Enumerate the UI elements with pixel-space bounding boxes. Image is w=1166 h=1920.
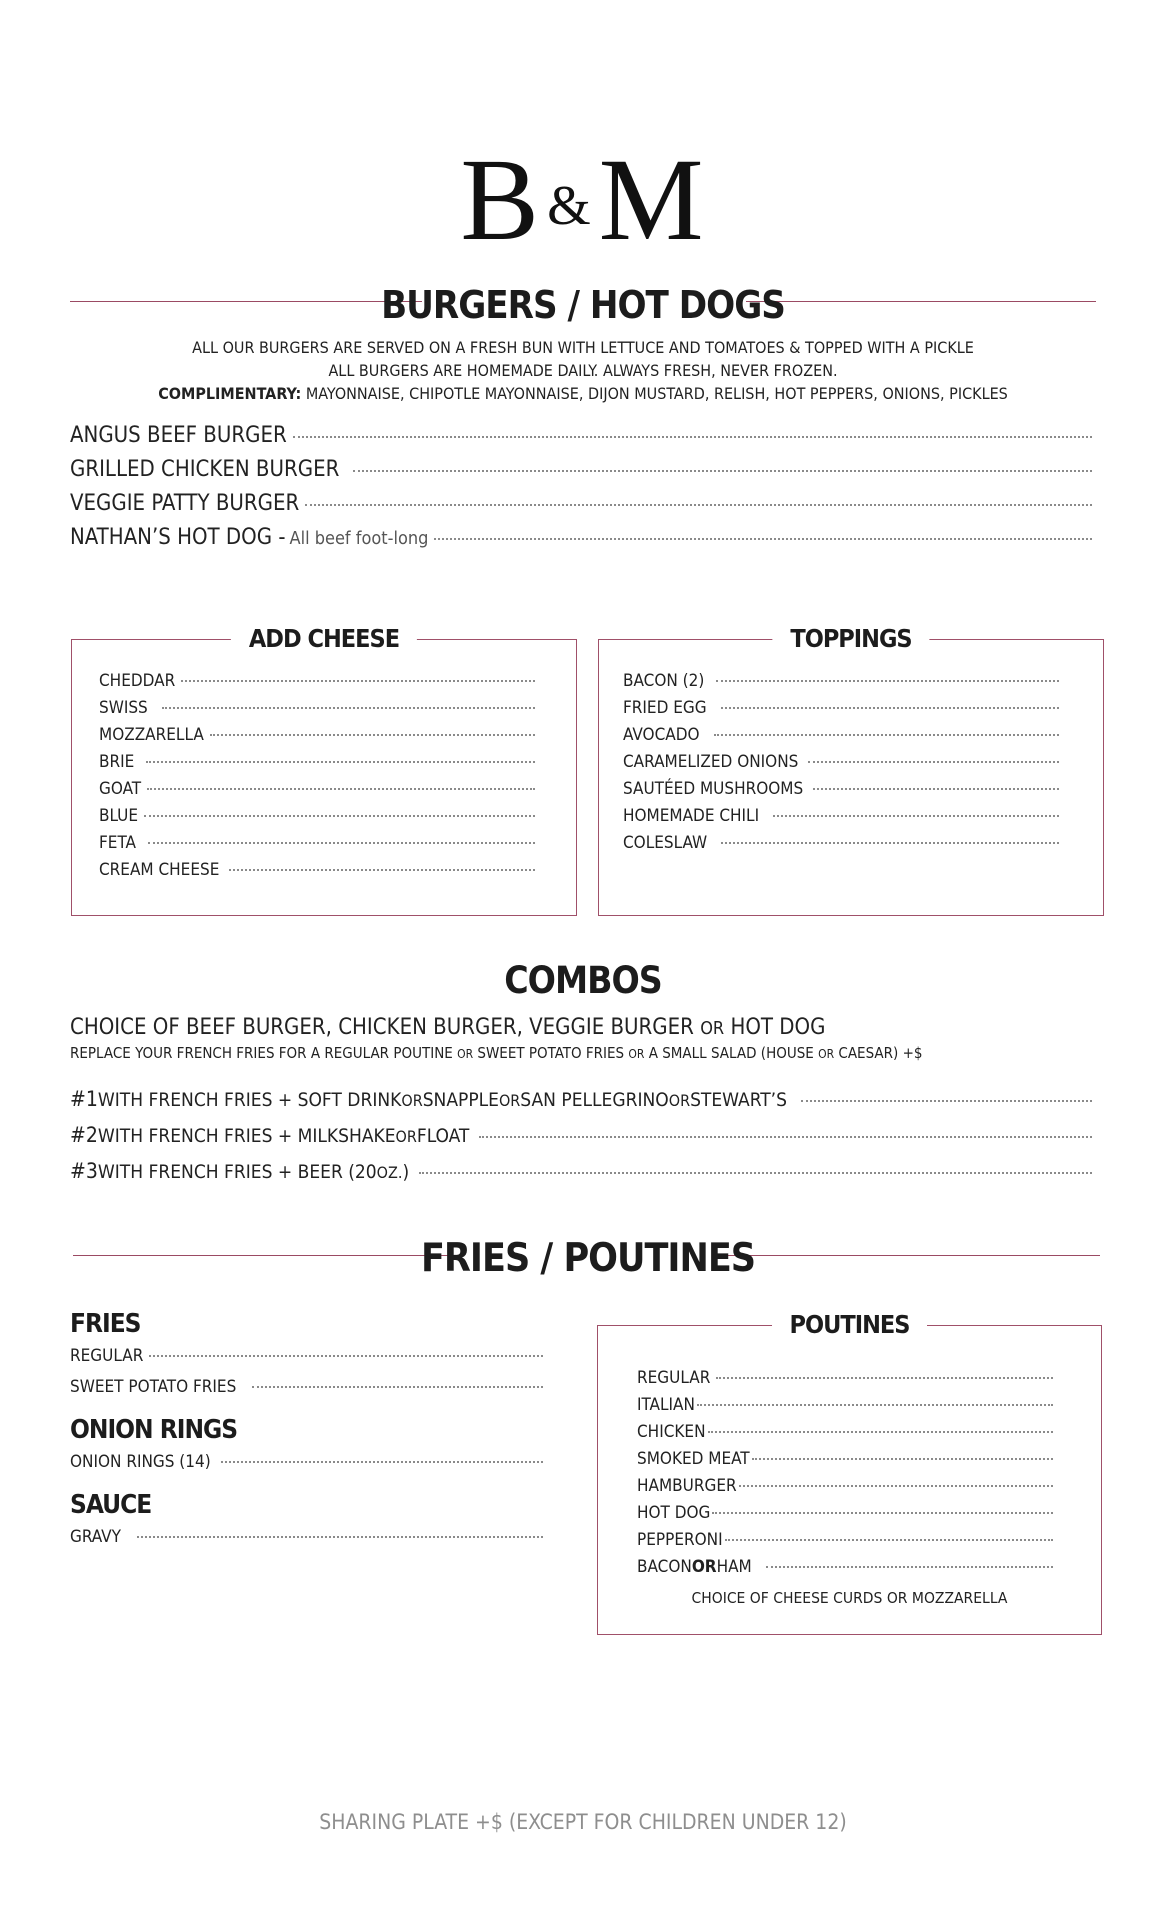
choice-text: HOT DOG: [724, 1015, 826, 1040]
list-item: [623, 776, 1059, 803]
dot-leader: [739, 1485, 1053, 1487]
or-text: OR: [668, 1091, 691, 1110]
item-name: ANGUS BEEF BURGER: [70, 423, 287, 448]
onion-rings-title: ONION RINGS: [70, 1415, 238, 1445]
burgers-complimentary: [0, 382, 1166, 405]
combo-text: FLOAT: [416, 1125, 470, 1147]
list-item: [70, 1118, 1092, 1154]
dot-leader: [752, 1458, 1053, 1460]
burgers-note-1: ALL OUR BURGERS ARE SERVED ON A FRESH BUN WITH LETTUCE AND TOMATOES & TOPPED WITH A PICKLE: [192, 338, 974, 357]
list-item: [70, 453, 1092, 487]
section-title-combos: COMBOS: [504, 959, 662, 1002]
burger-list: [70, 419, 1092, 556]
dot-leader: [144, 815, 535, 817]
list-item: [637, 1527, 1053, 1554]
dot-leader: [146, 761, 535, 763]
list-item: [70, 1082, 1092, 1118]
item-name: HAM: [716, 1557, 752, 1577]
item-name: FETA: [99, 833, 136, 853]
fries-title: FRIES: [70, 1309, 141, 1339]
or-text: OR: [498, 1091, 521, 1110]
complimentary-label: COMPLIMENTARY:: [158, 384, 302, 403]
item-name: CARAMELIZED ONIONS: [623, 752, 799, 772]
add-cheese-box: [71, 624, 577, 916]
section-title-burgers: BURGERS / HOT DOGS: [381, 283, 785, 327]
item-name: HAMBURGER: [637, 1476, 737, 1496]
or-text: OR: [700, 1018, 725, 1039]
list-item: [99, 830, 535, 857]
list-item: [70, 1372, 543, 1403]
item-name: REGULAR: [637, 1368, 711, 1388]
dot-leader: [708, 1431, 1053, 1433]
dot-leader: [714, 734, 1059, 736]
dot-leader: [293, 436, 1092, 438]
dot-leader: [479, 1136, 1092, 1138]
dot-leader: [149, 1355, 543, 1357]
list-item: [99, 803, 535, 830]
combo-text: SAN PELLEGRINO: [520, 1089, 669, 1111]
dot-leader: [697, 1404, 1053, 1406]
dot-leader: [716, 1377, 1053, 1379]
dot-leader: [137, 1536, 543, 1538]
list-item: [99, 722, 535, 749]
combos-choice: [70, 1014, 1100, 1043]
list-item: [70, 1341, 543, 1372]
list-item: [99, 776, 535, 803]
note-text: CAESAR) +$: [834, 1044, 923, 1062]
dot-leader: [712, 1512, 1053, 1514]
list-item: [623, 803, 1059, 830]
item-name: BACON: [637, 1557, 692, 1577]
burgers-notes: [0, 336, 1166, 405]
note-text: A SMALL SALAD (HOUSE: [644, 1044, 819, 1062]
poutines-title: POUTINES: [772, 1308, 928, 1342]
combo-text: STEWART’S: [690, 1089, 787, 1111]
dot-leader: [252, 1386, 543, 1388]
combo-text: WITH FRENCH FRIES + SOFT DRINK: [97, 1089, 402, 1111]
list-item: [637, 1446, 1053, 1473]
item-name: MOZZARELLA: [99, 725, 204, 745]
item-name: CHICKEN: [637, 1422, 706, 1442]
combo-number: #1: [70, 1087, 98, 1111]
item-name: SAUTÉED MUSHROOMS: [623, 779, 804, 799]
dot-leader: [147, 788, 535, 790]
item-name: CREAM CHEESE: [99, 860, 220, 880]
list-item: [623, 668, 1059, 695]
item-name: HOT DOG: [637, 1503, 711, 1523]
combo-list: [70, 1082, 1092, 1190]
item-description: All beef foot-long: [289, 528, 429, 549]
item-name: VEGGIE PATTY BURGER: [70, 491, 300, 516]
item-name: PEPPERONI: [637, 1530, 723, 1550]
item-name: REGULAR: [70, 1346, 144, 1366]
item-name: ONION RINGS (14): [70, 1452, 211, 1472]
list-item: [70, 521, 1092, 556]
or-text: OR: [395, 1127, 417, 1146]
or-text: OR: [628, 1047, 645, 1061]
combo-number: #3: [70, 1159, 98, 1183]
poutines-box: [597, 1310, 1102, 1635]
list-item: [99, 695, 535, 722]
dot-leader: [808, 761, 1059, 763]
list-item: [637, 1473, 1053, 1500]
item-name: AVOCADO: [623, 725, 700, 745]
or-text: OR: [457, 1047, 474, 1061]
dot-leader: [305, 504, 1092, 506]
list-item: [623, 722, 1059, 749]
dot-leader: [148, 842, 535, 844]
combos-replace-note: [70, 1042, 1100, 1065]
or-text: OR: [818, 1047, 835, 1061]
list-item: [70, 487, 1092, 521]
list-item: [70, 1447, 543, 1478]
choice-text: CHOICE OF BEEF BURGER, CHICKEN BURGER, VEGGIE BURGER: [70, 1015, 701, 1040]
dot-leader: [221, 1461, 543, 1463]
dot-leader: [801, 1100, 1092, 1102]
combo-text: WITH FRENCH FRIES + BEER (20: [97, 1161, 377, 1183]
item-name: HOMEMADE CHILI: [623, 806, 760, 826]
list-item: [623, 830, 1059, 857]
list-item: [70, 419, 1092, 453]
dot-leader: [721, 707, 1059, 709]
dot-leader: [229, 869, 535, 871]
item-name: BACON (2): [623, 671, 705, 691]
logo-letter-m: M: [598, 134, 706, 265]
sauce-title: SAUCE: [70, 1490, 152, 1520]
toppings-list: [623, 668, 1059, 857]
or-text: OR: [401, 1091, 423, 1110]
dot-leader: [419, 1172, 1092, 1174]
note-text: SWEET POTATO FRIES: [473, 1044, 629, 1062]
section-title-fries-poutines: FRIES / POUTINES: [420, 1236, 756, 1281]
add-cheese-title: ADD CHEESE: [231, 622, 417, 656]
dot-leader: [773, 815, 1059, 817]
dot-leader: [813, 788, 1059, 790]
toppings-box: [598, 624, 1104, 916]
list-item: [637, 1500, 1053, 1527]
dot-leader: [725, 1539, 1053, 1541]
list-item: [637, 1554, 1053, 1581]
item-name: ITALIAN: [637, 1395, 695, 1415]
list-item: [70, 1154, 1092, 1190]
dot-leader: [353, 470, 1092, 472]
dot-leader: [210, 734, 535, 736]
item-name: COLESLAW: [623, 833, 708, 853]
list-item: [637, 1392, 1053, 1419]
logo: [0, 134, 1166, 272]
or-text: OR: [691, 1557, 717, 1577]
combo-text: WITH FRENCH FRIES + MILKSHAKE: [97, 1125, 396, 1147]
list-item: [99, 749, 535, 776]
item-name: NATHAN’S HOT DOG -: [70, 525, 286, 550]
item-name: SWEET POTATO FRIES: [70, 1377, 237, 1397]
logo-letter-b: B: [460, 134, 542, 265]
item-name: GOAT: [99, 779, 142, 799]
dot-leader: [721, 842, 1059, 844]
item-name: GRAVY: [70, 1527, 121, 1547]
footer-note: SHARING PLATE +$ (EXCEPT FOR CHILDREN UNDER 12): [319, 1810, 847, 1834]
item-name: FRIED EGG: [623, 698, 707, 718]
list-item: [99, 857, 535, 884]
dot-leader: [162, 707, 535, 709]
dot-leader: [716, 680, 1059, 682]
list-item: [70, 1522, 543, 1553]
item-name: SMOKED MEAT: [637, 1449, 750, 1469]
list-item: [623, 695, 1059, 722]
combo-text: SNAPPLE: [422, 1089, 499, 1111]
fries-column: [70, 1307, 543, 1553]
combo-text: ): [402, 1161, 410, 1183]
dot-leader: [181, 680, 535, 682]
poutines-list: [637, 1365, 1053, 1581]
item-name: SWISS: [99, 698, 148, 718]
dot-leader: [766, 1566, 1053, 1568]
list-item: [637, 1365, 1053, 1392]
combo-number: #2: [70, 1123, 98, 1147]
oz-text: OZ.: [376, 1163, 403, 1182]
toppings-title: TOPPINGS: [772, 622, 929, 656]
cheese-list: [99, 668, 535, 884]
item-name: BLUE: [99, 806, 139, 826]
item-name: GRILLED CHICKEN BURGER: [70, 457, 340, 482]
item-name: CHEDDAR: [99, 671, 176, 691]
list-item: [99, 668, 535, 695]
logo-ampersand: &: [547, 174, 593, 237]
list-item: [623, 749, 1059, 776]
dot-leader: [434, 538, 1092, 540]
burgers-note-2: ALL BURGERS ARE HOMEMADE DAILY. ALWAYS FRESH, NEVER FROZEN.: [328, 361, 838, 380]
item-name: BRIE: [99, 752, 135, 772]
list-item: [637, 1419, 1053, 1446]
poutines-note: CHOICE OF CHEESE CURDS OR MOZZARELLA: [691, 1589, 1008, 1607]
complimentary-text: MAYONNAISE, CHIPOTLE MAYONNAISE, DIJON MUSTARD, RELISH, HOT PEPPERS, ONIONS, PICKLES: [301, 384, 1008, 403]
note-text: REPLACE YOUR FRENCH FRIES FOR A REGULAR POUTINE: [70, 1044, 458, 1062]
